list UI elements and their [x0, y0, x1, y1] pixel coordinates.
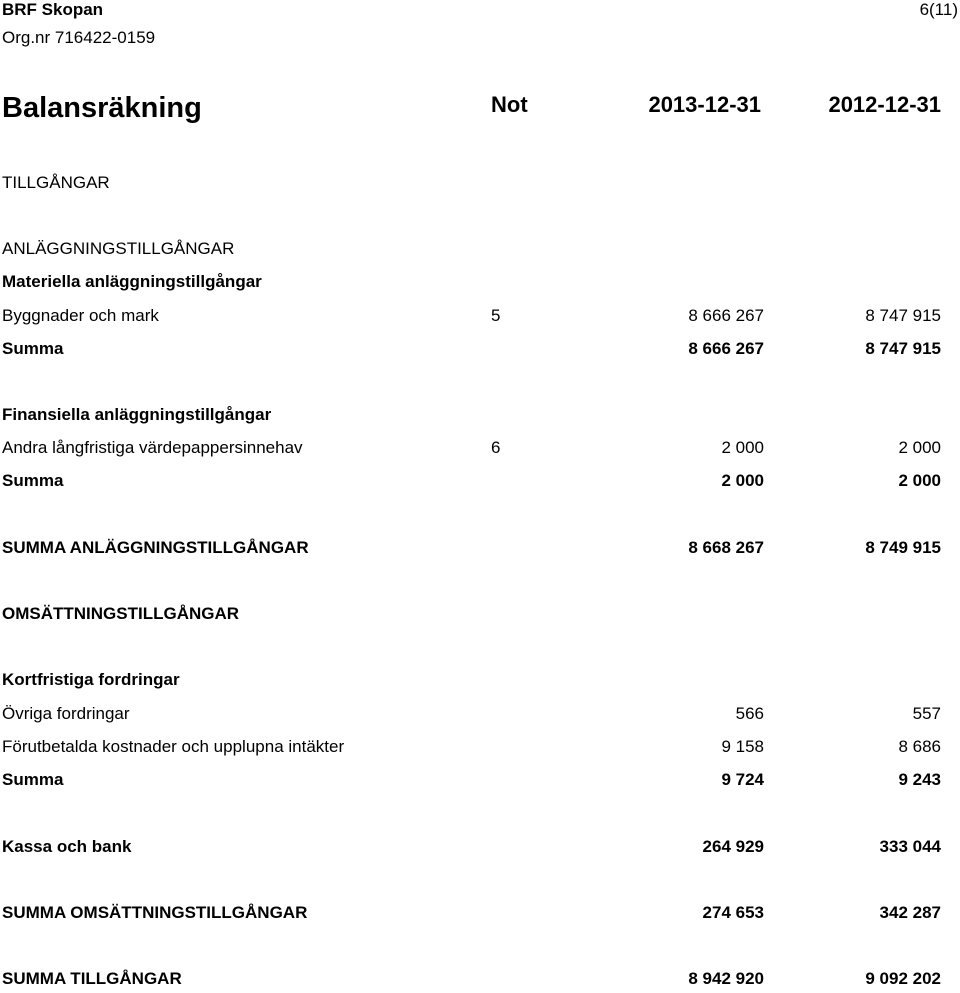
grand-total-row — [0, 969, 960, 993]
row-label: Finansiella anläggningstillgångar — [2, 405, 272, 424]
value-2012: 557 — [912, 704, 941, 723]
subtotal-row — [0, 471, 960, 495]
row-label: SUMMA ANLÄGGNINGSTILLGÅNGAR — [2, 538, 309, 557]
row-label: Kortfristiga fordringar — [2, 670, 180, 689]
value-2012: 9 243 — [898, 770, 941, 789]
value-2012: 2 000 — [898, 438, 941, 457]
value-2012: 8 747 915 — [865, 306, 941, 325]
value-2012: 2 000 — [898, 471, 941, 490]
table-row — [0, 704, 960, 728]
row-label: TILLGÅNGAR — [2, 173, 110, 192]
row-label: Andra långfristiga värdepappersinnehav — [2, 438, 303, 457]
subtotal-row — [0, 770, 960, 794]
row-label: Förutbetalda kostnader och upplupna intäkter — [2, 737, 345, 756]
row-label: Summa — [2, 770, 64, 789]
value-2013: 9 724 — [721, 770, 764, 789]
total-row — [0, 538, 960, 562]
table-row — [0, 239, 960, 263]
row-label: Byggnader och mark — [2, 306, 159, 325]
value-2013: 2 000 — [721, 438, 764, 457]
row-label: SUMMA TILLGÅNGAR — [2, 969, 182, 988]
value-2013: 8 668 267 — [688, 538, 764, 557]
section-heading-row — [0, 405, 960, 429]
table-row — [0, 837, 960, 861]
section-heading-row — [0, 604, 960, 628]
note-column-header: Not — [491, 92, 528, 117]
section-heading-row — [0, 272, 960, 296]
value-2012: 8 686 — [898, 737, 941, 756]
value-2013: 2 000 — [721, 471, 764, 490]
row-label: SUMMA OMSÄTTNINGSTILLGÅNGAR — [2, 903, 308, 922]
row-label: ANLÄGGNINGSTILLGÅNGAR — [2, 239, 235, 258]
row-label: Materiella anläggningstillgångar — [2, 272, 262, 291]
section-heading-row — [0, 670, 960, 694]
value-2012: 342 287 — [879, 903, 941, 922]
value-2013: 8 942 920 — [688, 969, 764, 988]
page-title: Balansräkning — [2, 92, 202, 124]
table-row — [0, 737, 960, 761]
row-label: Övriga fordringar — [2, 704, 130, 723]
year-2013-column-header: 2013-12-31 — [648, 92, 761, 117]
value-2013: 566 — [735, 704, 764, 723]
table-row — [0, 438, 960, 462]
row-label: Kassa och bank — [2, 837, 132, 856]
organization-number: Org.nr 716422-0159 — [2, 28, 156, 47]
table-row — [0, 173, 960, 197]
total-row — [0, 903, 960, 927]
note-ref: 6 — [491, 438, 501, 457]
page-number: 6(11) — [919, 0, 958, 19]
value-2013: 8 666 267 — [688, 306, 764, 325]
value-2012: 8 749 915 — [865, 538, 941, 557]
table-row — [0, 306, 960, 330]
note-ref: 5 — [491, 306, 501, 325]
value-2013: 9 158 — [721, 737, 764, 756]
value-2013: 274 653 — [702, 903, 764, 922]
value-2012: 8 747 915 — [865, 339, 941, 358]
value-2012: 9 092 202 — [865, 969, 941, 988]
row-label: Summa — [2, 339, 64, 358]
value-2013: 264 929 — [702, 837, 764, 856]
subtotal-row — [0, 339, 960, 363]
row-label: Summa — [2, 471, 64, 490]
organization-name: BRF Skopan — [2, 0, 104, 19]
value-2013: 8 666 267 — [688, 339, 764, 358]
year-2012-column-header: 2012-12-31 — [828, 92, 941, 117]
row-label: OMSÄTTNINGSTILLGÅNGAR — [2, 604, 240, 623]
value-2012: 333 044 — [879, 837, 941, 856]
